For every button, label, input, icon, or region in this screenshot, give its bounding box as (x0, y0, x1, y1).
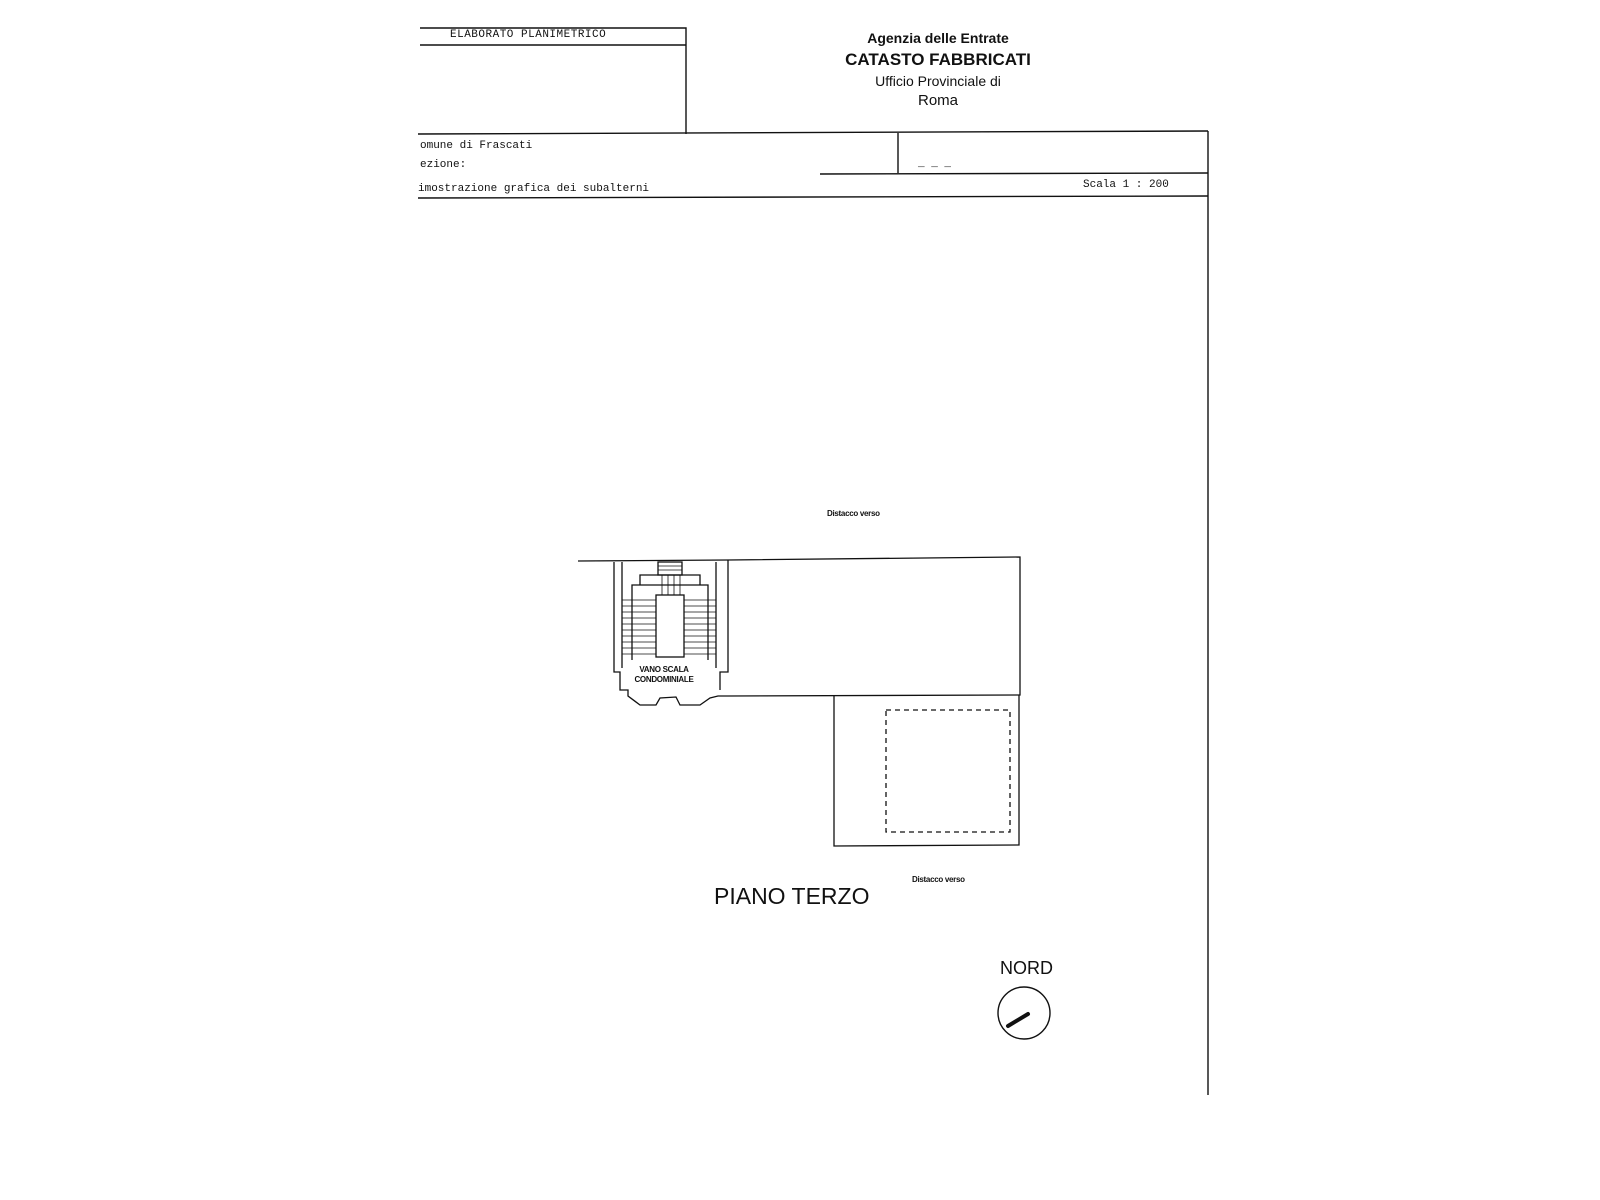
stair-treads (622, 566, 716, 654)
stair-label-line2: CONDOMINIALE (634, 675, 694, 684)
stair-landing-top (640, 575, 700, 585)
sezione-line: ezione: (420, 159, 467, 171)
stair-right-wall (720, 560, 728, 690)
wall-top-left (578, 560, 728, 561)
doc-title: ELABORATO PLANIMETRICO (450, 29, 607, 41)
office-name: Ufficio Provinciale di (875, 73, 1001, 89)
title-box-frame (420, 28, 686, 134)
stair-top-opening (658, 562, 682, 575)
agency-name: Agenzia delle Entrate (867, 30, 1009, 46)
dashed-area (886, 710, 1010, 832)
top-setback-label: Distacco verso (827, 509, 880, 518)
bottom-setback-label: Distacco verso (912, 875, 965, 884)
lower-unit-outline (834, 695, 1019, 846)
stair-core (656, 595, 684, 657)
description-line: imostrazione grafica dei subalterni (418, 183, 650, 195)
scale-label: Scala 1 : 200 (1083, 179, 1169, 191)
floor-label: PIANO TERZO (714, 883, 870, 909)
comune-line: omune di Frascati (420, 140, 533, 152)
info-top-line (418, 131, 1208, 134)
info-bottom-line (418, 196, 1208, 198)
upper-unit-outline (728, 557, 1020, 696)
north-arrow-icon (998, 987, 1050, 1039)
right-cell-marks: _ _ _ (918, 158, 952, 170)
stair-run-outline (632, 585, 708, 660)
info-mid-line-right (820, 173, 1208, 174)
city-name: Roma (917, 92, 958, 109)
stair-label-line1: VANO SCALA (639, 665, 689, 674)
registry-name: CATASTO FABBRICATI (845, 50, 1031, 69)
north-label: NORD (1000, 958, 1053, 978)
